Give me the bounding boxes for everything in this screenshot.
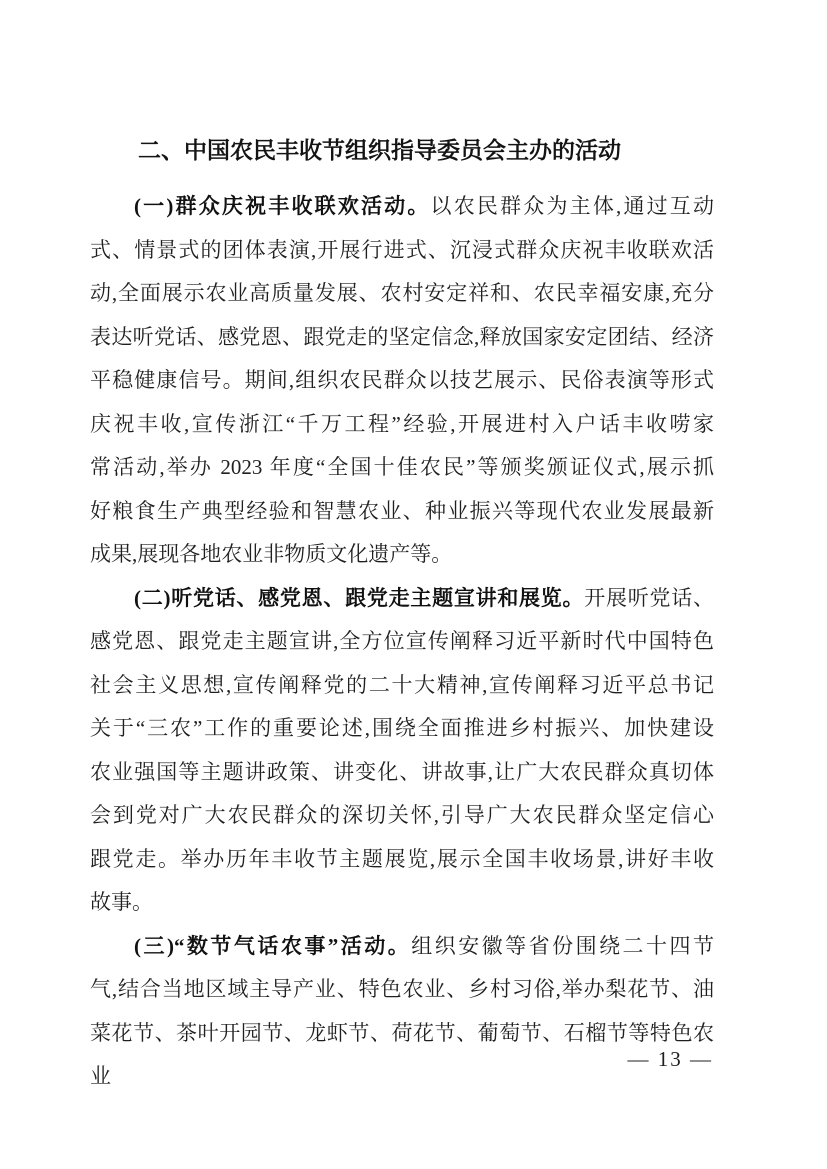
text-line: 菜花节、茶叶开园节、龙虾节、荷花节、葡萄节、石榴节等特色农业	[90, 1020, 714, 1088]
text-line: (一)群众庆祝丰收联欢活动。以农民群众为主体,通过互动	[134, 194, 714, 218]
text-line: 庆祝丰收,宣传浙江“千万工程”经验,开展进村入户话丰收唠家	[90, 411, 714, 436]
text-line: 故事。	[90, 890, 153, 914]
text-line: 会到党对广大农民群众的深切关怀,引导广大农民群众坚定信心	[90, 803, 714, 827]
section-heading: 二、中国农民丰收节组织指导委员会主办的活动	[138, 137, 621, 163]
text-line: 式、情景式的团体表演,开展行进式、沉浸式群众庆祝丰收联欢活	[90, 237, 714, 262]
text-line: 好粮食生产典型经验和智慧农业、种业振兴等现代农业发展最新	[90, 498, 714, 523]
text-line: 表达听党话、感党恩、跟党走的坚定信念,释放国家安定团结、经济	[90, 324, 714, 349]
text-line: 常活动,举办 2023 年度“全国十佳农民”等颁奖颁证仪式,展示抓	[90, 455, 714, 479]
page-number: — 13 —	[627, 1047, 713, 1071]
text-line: 跟党走。举办历年丰收节主题展览,展示全国丰收场景,讲好丰收	[90, 846, 714, 871]
text-line: (三)“数节气话农事”活动。组织安徽等省份围绕二十四节	[134, 933, 714, 958]
text-line: 关于“三农”工作的重要论述,围绕全面推进乡村振兴、加快建设	[90, 716, 714, 740]
text-line: 社会主义思想,宣传阐释党的二十大精神,宣传阐释习近平总书记	[90, 672, 714, 697]
paragraph-lead: (三)“数节气话农事”活动。	[134, 933, 412, 958]
text-line: 气,结合当地区域主导产业、特色农业、乡村习俗,举办梨花节、油	[90, 977, 714, 1001]
text-line: 感党恩、跟党走主题宣讲,全方位宣传阐释习近平新时代中国特色	[90, 629, 714, 653]
text-line: 成果,展现各地农业非物质文化遗产等。	[90, 542, 453, 566]
text-line: 动,全面展示农业高质量发展、农村安定祥和、农民幸福安康,充分	[90, 281, 714, 305]
text-line: (二)听党话、感党恩、跟党走主题宣讲和展览。开展听党话、	[134, 585, 714, 610]
text-line: 农业强国等主题讲政策、讲变化、讲故事,让广大农民群众真切体	[90, 759, 714, 784]
paragraph-lead: (一)群众庆祝丰收联欢活动。	[134, 194, 431, 218]
paragraph-lead: (二)听党话、感党恩、跟党走主题宣讲和展览。	[134, 585, 585, 610]
text-line: 平稳健康信号。期间,组织农民群众以技艺展示、民俗表演等形式	[90, 368, 714, 392]
